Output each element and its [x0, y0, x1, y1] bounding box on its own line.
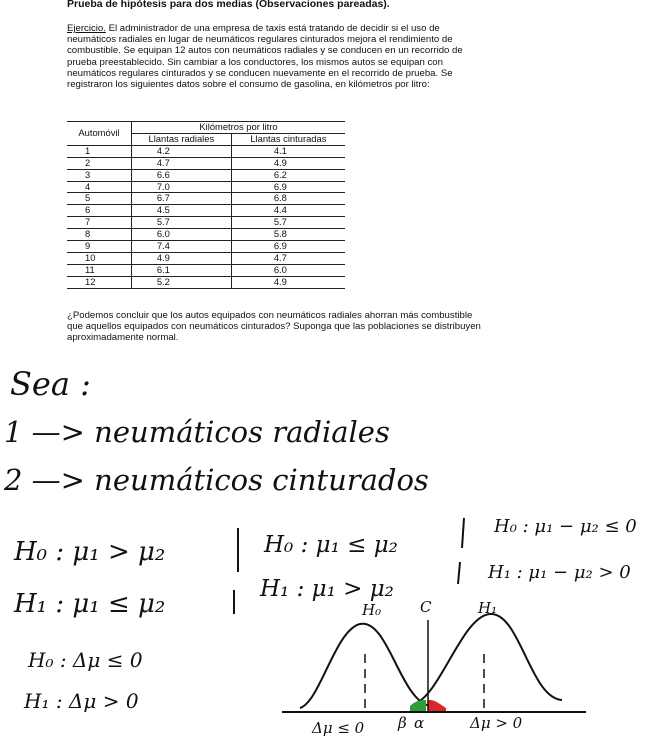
axis-label-left: Δμ ≤ 0	[312, 719, 365, 737]
cell-radial: 4.9	[131, 252, 231, 264]
cell-auto: 11	[67, 264, 131, 276]
cell-cinturada: 5.8	[231, 229, 345, 241]
note-h0-c: H₀ : μ₁ − μ₂ ≤ 0	[494, 516, 637, 537]
cell-cinturada: 6.0	[231, 264, 345, 276]
note-h0-a: H₀ : μ₁ > μ₂	[14, 537, 166, 567]
cell-cinturada: 6.8	[231, 193, 345, 205]
note-h1-c: H₁ : μ₁ − μ₂ > 0	[488, 562, 631, 583]
cell-cinturada: 6.2	[231, 169, 345, 181]
note-h1-d: H₁ : Δμ > 0	[24, 689, 139, 713]
note-line1: 1 —> neumáticos radiales	[4, 415, 390, 449]
label-h0: H₀	[362, 601, 382, 619]
label-c: C	[420, 598, 432, 616]
note-h1-b: H₁ : μ₁ > μ₂	[260, 576, 394, 602]
cell-cinturada: 6.9	[231, 181, 345, 193]
note-line2: 2 —> neumáticos cinturados	[4, 463, 429, 497]
cell-cinturada: 4.4	[231, 205, 345, 217]
cell-auto: 10	[67, 252, 131, 264]
cell-radial: 7.4	[131, 241, 231, 253]
beta-region	[410, 700, 426, 712]
col-header-auto: Automóvil	[67, 122, 131, 146]
cell-cinturada: 4.7	[231, 252, 345, 264]
alpha-region	[428, 700, 446, 712]
cell-radial: 6.1	[131, 264, 231, 276]
distribution-sketch	[282, 598, 586, 737]
cell-radial: 4.7	[131, 157, 231, 169]
note-sea: Sea :	[10, 365, 91, 403]
cell-radial: 5.7	[131, 217, 231, 229]
note-h0-b: H₀ : μ₁ ≤ μ₂	[264, 532, 398, 558]
col-header-radial: Llantas radiales	[131, 133, 231, 145]
cell-auto: 6	[67, 205, 131, 217]
label-h1: H₁	[478, 599, 498, 617]
cell-auto: 4	[67, 181, 131, 193]
col-header-cinturada: Llantas cinturadas	[231, 133, 345, 145]
axis-label-beta: β	[398, 714, 407, 732]
divider-3	[462, 518, 464, 548]
cell-radial: 5.2	[131, 276, 231, 288]
cell-radial: 4.5	[131, 205, 231, 217]
note-h0-d: H₀ : Δμ ≤ 0	[28, 648, 143, 672]
cell-auto: 5	[67, 193, 131, 205]
cell-auto: 1	[67, 145, 131, 157]
cell-auto: 12	[67, 276, 131, 288]
group-header: Kilómetros por litro	[131, 122, 345, 134]
exercise-text: El administrador de una empresa de taxis está tratando de decidir si el uso de neumáticos radiales en lugar de neumáticos regulares cinturados mejora el rendimiento de combustible. Se equipan 12 autos con neumáticos radiales y se conducen en un recorrido de prueba preestablecido. Sin cambiar a los conductores, los mismos autos se equipan con neumáticos regulares cinturados y se conducen nuevamente en el recorrido de prueba. Se registraron los siguientes datos sobre el consumo de gasolina, en kilómetros por litro:	[67, 23, 463, 91]
cell-cinturada: 4.9	[231, 276, 345, 288]
document-title: Prueba de hipótesis para dos medias (Observaciones pareadas).	[67, 0, 390, 10]
cell-cinturada: 6.9	[231, 241, 345, 253]
cell-radial: 6.0	[131, 229, 231, 241]
cell-auto: 7	[67, 217, 131, 229]
cell-auto: 8	[67, 229, 131, 241]
h1-curve	[414, 614, 562, 704]
note-h1-a: H₁ : μ₁ ≤ μ₂	[14, 589, 166, 619]
cell-auto: 9	[67, 241, 131, 253]
cell-auto: 2	[67, 157, 131, 169]
cell-radial: 6.6	[131, 169, 231, 181]
cell-radial: 7.0	[131, 181, 231, 193]
cell-radial: 4.2	[131, 145, 231, 157]
question-paragraph: ¿Podemos concluir que los autos equipados con neumáticos radiales ahorran más combustible que aquellos equipados con neumáticos cinturados? Suponga que las poblaciones se distribuyen aproximadamente normal.	[67, 310, 481, 344]
axis-label-alpha: α	[414, 714, 425, 732]
exercise-label: Ejercicio.	[67, 23, 106, 34]
cell-auto: 3	[67, 169, 131, 181]
cell-cinturada: 4.1	[231, 145, 345, 157]
axis-label-right: Δμ > 0	[470, 714, 523, 732]
h0-curve	[300, 624, 430, 708]
cell-cinturada: 5.7	[231, 217, 345, 229]
cell-radial: 6.7	[131, 193, 231, 205]
cell-cinturada: 4.9	[231, 157, 345, 169]
divider-4	[458, 562, 460, 584]
